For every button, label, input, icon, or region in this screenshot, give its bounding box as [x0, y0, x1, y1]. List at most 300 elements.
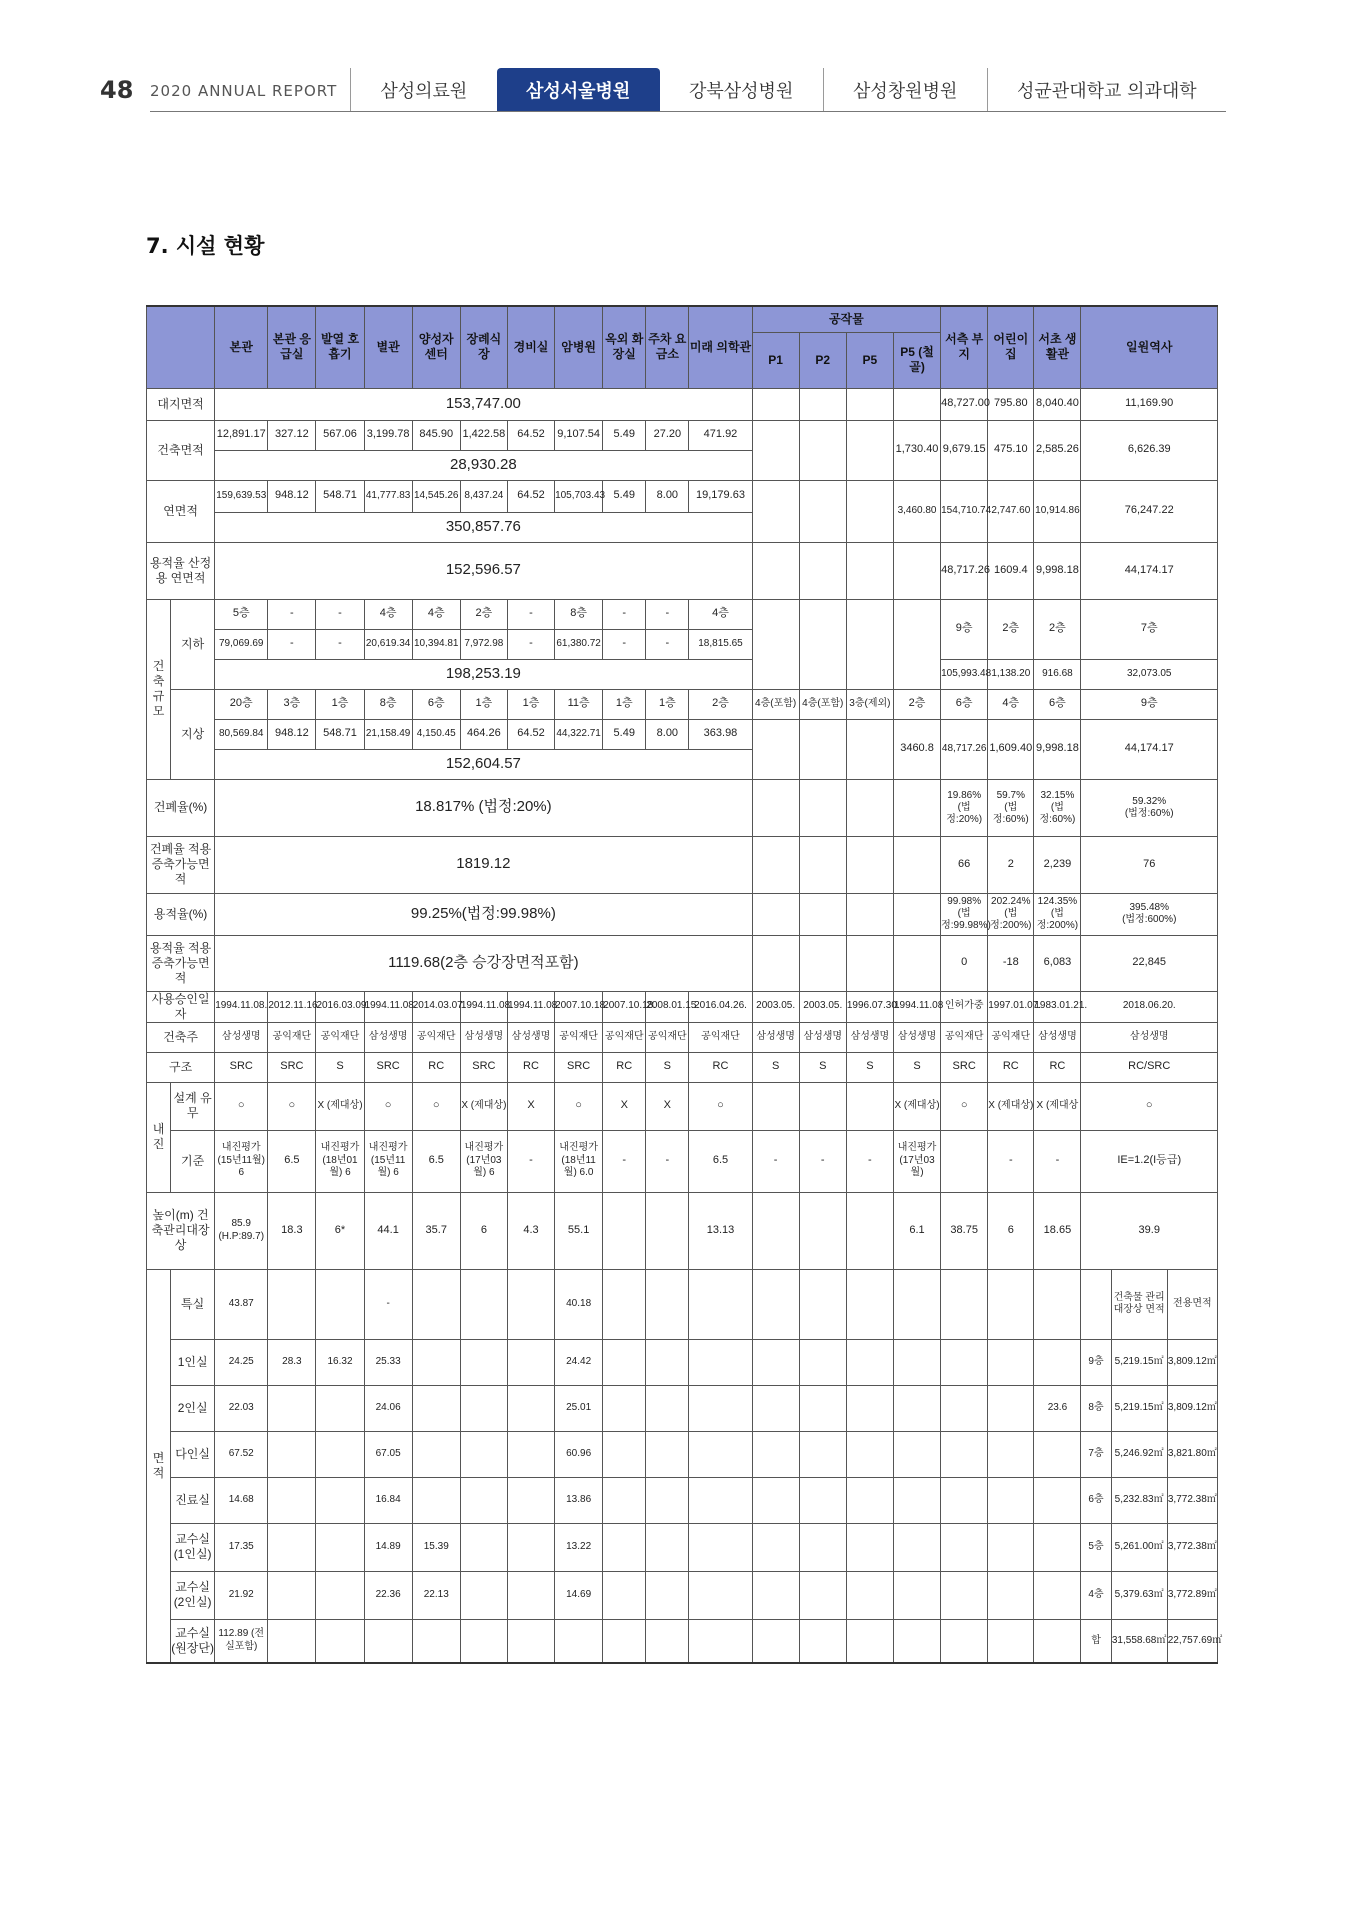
cell	[316, 1269, 364, 1339]
cell: 9층	[1081, 689, 1218, 719]
cell: 인허가중	[941, 991, 988, 1022]
cell: 공익재단	[941, 1022, 988, 1052]
cell: 1994.11.08	[893, 991, 940, 1022]
cell: 3460.8	[893, 719, 940, 779]
cell: 105,993.48	[941, 659, 988, 689]
tab-samsung-changwon-hospital[interactable]: 삼성창원병원	[823, 68, 987, 112]
cell: 548.71	[316, 719, 364, 749]
col-parking: 주차 요금소	[646, 306, 689, 388]
cell: -	[268, 629, 316, 659]
cell: 35.7	[412, 1192, 460, 1269]
row-label: 용적율 산정용 연면적	[147, 542, 215, 599]
cell	[412, 1269, 460, 1339]
cell: 삼성생명	[799, 1022, 846, 1052]
cell: 1층	[603, 689, 646, 719]
cell: 공익재단	[988, 1022, 1034, 1052]
cell: 395.48% (법정:600%)	[1081, 893, 1218, 935]
cell: 38.75	[941, 1192, 988, 1269]
cell: -	[646, 1130, 689, 1192]
cell: 60.96	[555, 1431, 603, 1477]
cell: 27.20	[646, 420, 689, 450]
cell: -	[646, 629, 689, 659]
tab-samsung-seoul-hospital[interactable]: 삼성서울병원	[497, 68, 660, 112]
cell: 19,179.63	[689, 480, 752, 512]
cell: -	[603, 599, 646, 629]
row-sublabel: 지하	[171, 599, 215, 689]
bcr-extra-main: 1819.12	[215, 836, 752, 893]
col-fever: 발열 호흡기	[316, 306, 364, 388]
above-total: 152,604.57	[215, 749, 752, 779]
cell: 14.68	[215, 1477, 268, 1523]
cell	[646, 1192, 689, 1269]
cell: 6.1	[893, 1192, 940, 1269]
cell: 6.5	[268, 1130, 316, 1192]
cell: 6.5	[412, 1130, 460, 1192]
cell: 3층	[268, 689, 316, 719]
cell: 13.86	[555, 1477, 603, 1523]
cell: 159,639.53	[215, 480, 268, 512]
row-seismic-design	[147, 1082, 1218, 1130]
cell	[1034, 1269, 1081, 1339]
row-label: 내진	[147, 1082, 171, 1192]
room-name: 2인실	[171, 1385, 215, 1431]
header-corner	[147, 306, 215, 388]
cell: 64.52	[507, 420, 554, 450]
cell	[1081, 1269, 1111, 1339]
cell: X (제대상)	[460, 1082, 507, 1130]
cell: 22.03	[215, 1385, 268, 1431]
cell: 1층	[460, 689, 507, 719]
cell: 내진평가 (17년03월) 6	[460, 1130, 507, 1192]
cell: 3,772.38㎡	[1167, 1523, 1217, 1571]
section-nav	[350, 68, 1226, 112]
col-funeral: 장례식 장	[460, 306, 507, 388]
cell: 6층	[412, 689, 460, 719]
cell: 6,626.39	[1081, 420, 1218, 480]
cell	[752, 1192, 799, 1269]
row-room	[147, 1339, 1218, 1385]
cell: 6*	[316, 1192, 364, 1269]
cell: 202.24% (법정:200%)	[988, 893, 1034, 935]
cell: -18	[988, 935, 1034, 991]
cell: 공익재단	[603, 1022, 646, 1052]
row-room	[147, 1523, 1218, 1571]
cell	[268, 1477, 316, 1523]
facility-table	[146, 305, 1223, 1664]
row-bcr-extra	[147, 836, 1218, 893]
cell: 2003.05.	[752, 991, 799, 1022]
cell: -	[799, 1130, 846, 1192]
cell: 8,040.40	[1034, 388, 1081, 420]
cell: -	[507, 1130, 554, 1192]
cell: 41,777.83	[364, 480, 412, 512]
cell: 0	[941, 935, 988, 991]
cell: 22,845	[1081, 935, 1218, 991]
cell: 4층	[988, 689, 1034, 719]
cell: 64.52	[507, 480, 554, 512]
cell: 1,422.58	[460, 420, 507, 450]
cell: SRC	[215, 1052, 268, 1082]
cell: 1994.11.08.	[460, 991, 507, 1022]
cell: 2007.10.18.	[603, 991, 646, 1022]
cell: 3,821.80㎡	[1167, 1431, 1217, 1477]
cell: ○	[364, 1082, 412, 1130]
cell: ○	[268, 1082, 316, 1130]
basement-total: 198,253.19	[215, 659, 752, 689]
cell: S	[799, 1052, 846, 1082]
cell: 9,998.18	[1034, 542, 1081, 599]
cell: 567.06	[316, 420, 364, 450]
cell: 삼성생명	[215, 1022, 268, 1052]
row-owner	[147, 1022, 1218, 1052]
cell: 44,174.17	[1081, 542, 1218, 599]
cell: 99.98% (법정:99.98%)	[941, 893, 988, 935]
header-row	[147, 306, 1218, 332]
cell: 916.68	[1034, 659, 1081, 689]
cell: 154,710.74	[941, 480, 988, 542]
cell: 5.49	[603, 480, 646, 512]
row-label: 구조	[147, 1052, 215, 1082]
cell: 28.3	[268, 1339, 316, 1385]
cell	[268, 1523, 316, 1571]
cell: 5,232.83㎡	[1111, 1477, 1167, 1523]
cell: 내진평가 (17년03월)	[893, 1130, 940, 1192]
cell: -	[646, 599, 689, 629]
cell: 4,150.45	[412, 719, 460, 749]
cell: 5.49	[603, 420, 646, 450]
cell	[268, 1619, 316, 1663]
tab-samsung-medical-center[interactable]: 삼성의료원	[350, 68, 497, 112]
cell: 1,609.40	[988, 719, 1034, 779]
cell: 32,073.05	[1081, 659, 1218, 689]
row-sublabel: 설계 유무	[171, 1082, 215, 1130]
cell: 18.3	[268, 1192, 316, 1269]
cell: 내진평가 (18년11월) 6.0	[555, 1130, 603, 1192]
col-annex: 별관	[364, 306, 412, 388]
cell: 2018.06.20.	[1081, 991, 1218, 1022]
cell: 삼성생명	[893, 1022, 940, 1052]
cell: -	[316, 599, 364, 629]
cell: ○	[412, 1082, 460, 1130]
cell: 43.87	[215, 1269, 268, 1339]
row-label: 건폐율 적용 증축가능면적	[147, 836, 215, 893]
cell: 7층	[1081, 599, 1218, 659]
cell: 6층	[1034, 689, 1081, 719]
cell: 64.52	[507, 719, 554, 749]
cell: 22.36	[364, 1571, 412, 1619]
cell: 2층	[460, 599, 507, 629]
cell: 10,914.86	[1034, 480, 1081, 542]
cell: 20,619.34	[364, 629, 412, 659]
cell	[316, 1477, 364, 1523]
cell: SRC	[555, 1052, 603, 1082]
cell: RC	[1034, 1052, 1081, 1082]
cell: 8층	[1081, 1385, 1111, 1431]
section-title: 7. 시설 현황	[146, 234, 265, 258]
cell: ○	[941, 1082, 988, 1130]
row-label: 사용승인일자	[147, 991, 215, 1022]
cell: 22,757.69㎡	[1167, 1619, 1217, 1663]
row-room	[147, 1619, 1218, 1663]
cell: RC	[988, 1052, 1034, 1082]
tab-skku-medical-school[interactable]: 성균관대학교 의과대학	[987, 68, 1226, 112]
cell: S	[846, 1052, 893, 1082]
cell: 59.7% (법정:60%)	[988, 779, 1034, 836]
row-room	[147, 1385, 1218, 1431]
cell: 124.35% (법정:200%)	[1034, 893, 1081, 935]
cell: 삼성생명	[364, 1022, 412, 1052]
cell: 19.86% (법정:20%)	[941, 779, 988, 836]
row-room	[147, 1571, 1218, 1619]
cell: 2016.04.26.	[689, 991, 752, 1022]
col-main: 본관	[215, 306, 268, 388]
cell: RC	[689, 1052, 752, 1082]
cell: -	[316, 629, 364, 659]
cell: 1층	[507, 689, 554, 719]
cell	[412, 1619, 460, 1663]
cell: 548.71	[316, 480, 364, 512]
cell: 5층	[1081, 1523, 1111, 1571]
cell: 3층(제외)	[846, 689, 893, 719]
cell: SRC	[941, 1052, 988, 1082]
cell: 59.32% (법정:60%)	[1081, 779, 1218, 836]
col-training: 양성자 센터	[412, 306, 460, 388]
cell: 공익재단	[689, 1022, 752, 1052]
cell: 327.12	[268, 420, 316, 450]
col-outdoor: 옥외 화장실	[603, 306, 646, 388]
cell: 4층	[364, 599, 412, 629]
cell: 4층(포함)	[799, 689, 846, 719]
cell: 44.1	[364, 1192, 412, 1269]
cell: ○	[555, 1082, 603, 1130]
cell: 948.12	[268, 480, 316, 512]
cell: 363.98	[689, 719, 752, 749]
cell: 2,239	[1034, 836, 1081, 893]
cell	[316, 1385, 364, 1431]
cell	[316, 1619, 364, 1663]
cell: 15.39	[412, 1523, 460, 1571]
cell: 112.89 (전실포함)	[215, 1619, 268, 1663]
cell: -	[1034, 1130, 1081, 1192]
cell: 21.92	[215, 1571, 268, 1619]
row-far	[147, 893, 1218, 935]
cell: 4층	[412, 599, 460, 629]
page-header	[0, 0, 1357, 120]
cell	[799, 1192, 846, 1269]
cell: ○	[689, 1082, 752, 1130]
cell: 464.26	[460, 719, 507, 749]
cell: X (제대상)	[988, 1082, 1034, 1130]
cell: 22.13	[412, 1571, 460, 1619]
cell	[1034, 1431, 1081, 1477]
row-height	[147, 1192, 1218, 1269]
cell: 3,809.12㎡	[1167, 1385, 1217, 1431]
cell: 67.52	[215, 1431, 268, 1477]
cell: 7층	[1081, 1431, 1111, 1477]
cell: 10,394.81	[412, 629, 460, 659]
cell: 6층	[941, 689, 988, 719]
cell: -	[846, 1130, 893, 1192]
row-bcr	[147, 779, 1218, 836]
cell: 2,747.60	[988, 480, 1034, 542]
far-floor-area-main: 152,596.57	[215, 542, 752, 599]
cell	[412, 1385, 460, 1431]
row-room	[147, 1269, 1218, 1339]
cell: 11,169.90	[1081, 388, 1218, 420]
cell: SRC	[268, 1052, 316, 1082]
row-site-area	[147, 388, 1218, 420]
report-title: 2020 ANNUAL REPORT	[150, 82, 338, 100]
cell: 2층	[1034, 599, 1081, 659]
cell: 24.06	[364, 1385, 412, 1431]
cell	[316, 1523, 364, 1571]
col-guard: 경비실	[507, 306, 554, 388]
cell: 공익재단	[646, 1022, 689, 1052]
cell	[268, 1269, 316, 1339]
cell: 내진평가 (15년11월) 6	[215, 1130, 268, 1192]
col-seocho-site: 서측 부지	[941, 306, 988, 388]
cell: 1994.11.08.	[507, 991, 554, 1022]
cell	[1034, 1339, 1081, 1385]
cell: -	[268, 599, 316, 629]
cell: 삼성생명	[507, 1022, 554, 1052]
cell: 48,717.26	[941, 719, 988, 779]
cell: 3,809.12㎡	[1167, 1339, 1217, 1385]
cell: 5.49	[603, 719, 646, 749]
cell: 14.89	[364, 1523, 412, 1571]
cell	[846, 1082, 893, 1130]
cell: SRC	[460, 1052, 507, 1082]
cell: 8층	[555, 599, 603, 629]
cell: 4층	[689, 599, 752, 629]
cell	[412, 1339, 460, 1385]
cell: 1997.01.07.	[988, 991, 1034, 1022]
cell: 13.22	[555, 1523, 603, 1571]
cell: 2014.03.07.	[412, 991, 460, 1022]
side-header-area: 건축물 관리대장상 면적	[1111, 1269, 1167, 1339]
cell	[1034, 1619, 1081, 1663]
cell: 6층	[1081, 1477, 1111, 1523]
cell: 6,083	[1034, 935, 1081, 991]
cell: 23.6	[1034, 1385, 1081, 1431]
cell: 85.9 (H.P:89.7)	[215, 1192, 268, 1269]
cell: 18,815.65	[689, 629, 752, 659]
cell	[364, 1619, 412, 1663]
cell: 1층	[316, 689, 364, 719]
cell: 67.05	[364, 1431, 412, 1477]
cell: 5층	[215, 599, 268, 629]
cell	[412, 1477, 460, 1523]
page-number: 48	[100, 76, 134, 104]
bcr-main: 18.817% (법정:20%)	[215, 779, 752, 836]
cell: 2층	[988, 599, 1034, 659]
row-sublabel: 지상	[171, 689, 215, 779]
room-name: 특실	[171, 1269, 215, 1339]
cell: 66	[941, 836, 988, 893]
row-above-floors	[147, 689, 1218, 719]
cell: 17.35	[215, 1523, 268, 1571]
cell	[1034, 1477, 1081, 1523]
cell: 2007.10.18.	[555, 991, 603, 1022]
cell: 1996.07.30.	[846, 991, 893, 1022]
cell: X	[646, 1082, 689, 1130]
row-far-floor-area	[147, 542, 1218, 599]
cell: S	[752, 1052, 799, 1082]
cell: 내진평가 (18년01월) 6	[316, 1130, 364, 1192]
row-approval-date	[147, 991, 1218, 1022]
col-main-er: 본관 응급실	[268, 306, 316, 388]
row-label: 높이(m) 건축관리대장상	[147, 1192, 215, 1269]
row-room	[147, 1477, 1218, 1523]
cell: 14,545.26	[412, 480, 460, 512]
cell: 55.1	[555, 1192, 603, 1269]
row-basement-total	[147, 659, 1218, 689]
cell: 7,972.98	[460, 629, 507, 659]
row-basement-floors	[147, 599, 1218, 629]
row-label: 건축면적	[147, 420, 215, 480]
cell: 44,174.17	[1081, 719, 1218, 779]
row-sublabel: 기준	[171, 1130, 215, 1192]
cell: 24.42	[555, 1339, 603, 1385]
cell: 5,219.15㎡	[1111, 1385, 1167, 1431]
cell: 32.15% (법정:60%)	[1034, 779, 1081, 836]
cell: 공익재단	[268, 1022, 316, 1052]
cell: 31,558.68㎡	[1111, 1619, 1167, 1663]
cell	[603, 1192, 646, 1269]
row-label: 대지면적	[147, 388, 215, 420]
row-label: 건축 규모	[147, 599, 171, 779]
cell: RC	[507, 1052, 554, 1082]
row-label: 용적율 적용 증축가능면적	[147, 935, 215, 991]
cell: 4.3	[507, 1192, 554, 1269]
tab-kangbuk-samsung-hospital[interactable]: 강북삼성병원	[689, 81, 794, 102]
row-label: 용적율(%)	[147, 893, 215, 935]
cell: 4층(포함)	[752, 689, 799, 719]
col-cancer: 암병원	[555, 306, 603, 388]
cell: 5,219.15㎡	[1111, 1339, 1167, 1385]
cell: 내진평가 (15년11월) 6	[364, 1130, 412, 1192]
cell: 845.90	[412, 420, 460, 450]
cell: X (제대상)	[316, 1082, 364, 1130]
site-area-main: 153,747.00	[215, 388, 752, 420]
cell: RC	[412, 1052, 460, 1082]
cell	[846, 1192, 893, 1269]
cell: 5,379.63㎡	[1111, 1571, 1167, 1619]
cell: 471.92	[689, 420, 752, 450]
cell	[412, 1431, 460, 1477]
cell: -	[603, 1130, 646, 1192]
cell: 공익재단	[412, 1022, 460, 1052]
cell: 21,158.49	[364, 719, 412, 749]
cell: 48,727.00	[941, 388, 988, 420]
cell: 80,569.84	[215, 719, 268, 749]
cell	[1034, 1571, 1081, 1619]
cell: 삼성생명	[752, 1022, 799, 1052]
row-seismic-criteria	[147, 1130, 1218, 1192]
row-label: 면적	[147, 1269, 171, 1663]
far-main: 99.25%(법정:99.98%)	[215, 893, 752, 935]
cell: 9,107.54	[555, 420, 603, 450]
row-label: 건폐율(%)	[147, 779, 215, 836]
cell: 9층	[941, 599, 988, 659]
cell: 5,246.92㎡	[1111, 1431, 1167, 1477]
cell: 2012.11.16.	[268, 991, 316, 1022]
cell: 12,891.17	[215, 420, 268, 450]
cell: 2층	[689, 689, 752, 719]
room-name: 교수실 (1인실)	[171, 1523, 215, 1571]
cell: -	[507, 599, 554, 629]
total-floor-area-total: 350,857.76	[215, 512, 752, 542]
